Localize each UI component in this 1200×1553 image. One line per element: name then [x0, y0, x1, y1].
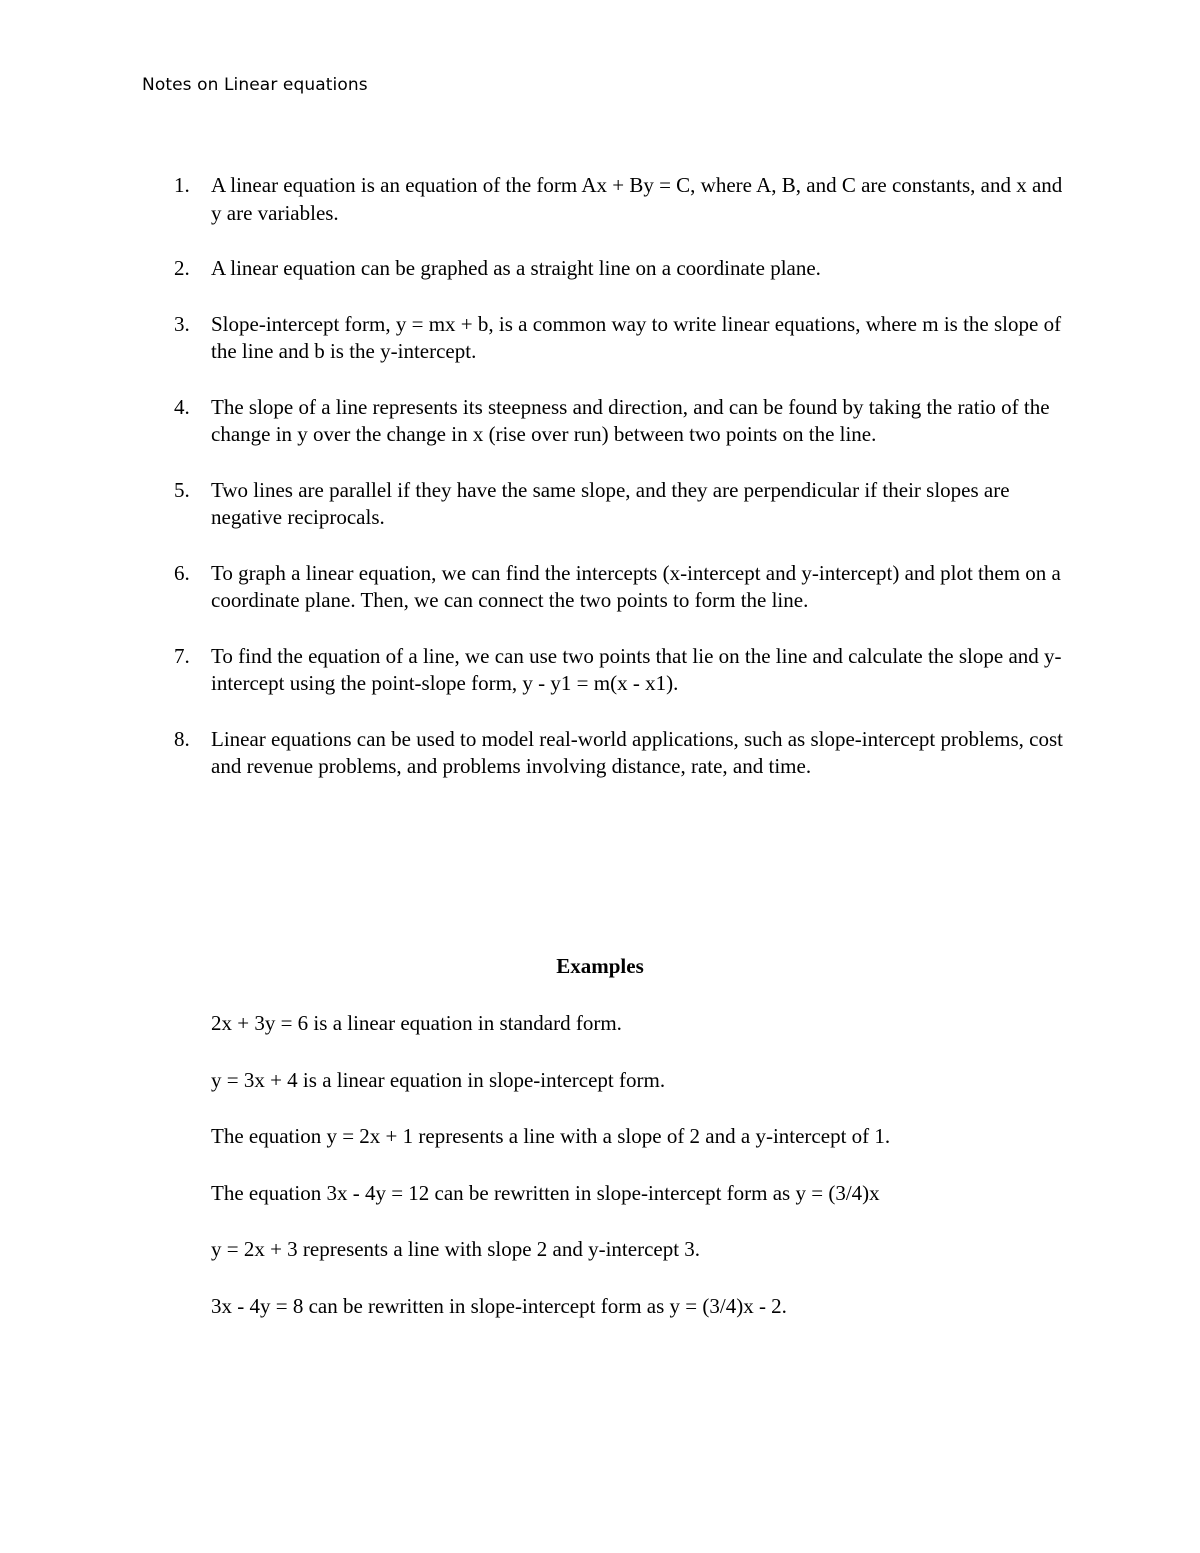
- example-line: 2x + 3y = 6 is a linear equation in standard form.: [211, 1011, 622, 1035]
- list-item: [174, 477, 1074, 532]
- list-item-text: Slope-intercept form, y = mx + b, is a common way to write linear equations, where m is the slope of the line and b is the y-intercept.: [211, 311, 1062, 363]
- list-item: [174, 726, 1074, 781]
- list-item-number: 5.: [174, 477, 190, 502]
- list-item: [174, 255, 1074, 283]
- list-item-number: 8.: [174, 726, 190, 751]
- document-header: Notes on Linear equations: [142, 75, 368, 95]
- examples-heading: Examples: [556, 954, 644, 978]
- example-line: y = 2x + 3 represents a line with slope 2 and y-intercept 3.: [211, 1237, 701, 1261]
- list-item-number: 2.: [174, 256, 190, 280]
- list-item-text: To graph a linear equation, we can find the intercepts (x-intercept and y-intercept) and plot them on a coordinate plane. Then, we can connect the two points to form the line.: [211, 560, 1061, 612]
- list-item-text: Two lines are parallel if they have the same slope, and they are perpendicular if their slopes are negative reciprocals.: [211, 477, 1010, 529]
- list-item-text: The slope of a line represents its steepness and direction, and can be found by taking the ratio of the change in y over the change in x (rise over run) between two points on the line.: [211, 394, 1050, 446]
- example-line: 3x - 4y = 8 can be rewritten in slope-intercept form as y = (3/4)x - 2.: [211, 1293, 787, 1318]
- example-line: The equation 3x - 4y = 12 can be rewritten in slope-intercept form as y = (3/4)x: [211, 1180, 880, 1205]
- list-item: [174, 394, 1074, 449]
- list-item-text: Linear equations can be used to model real-world applications, such as slope-intercept problems, cost and revenue problems, and problems involving distance, rate, and time.: [211, 726, 1063, 778]
- list-item: [174, 560, 1074, 615]
- examples-list: [211, 1009, 1111, 1348]
- list-item-number: 3.: [174, 311, 190, 336]
- list-item-number: 1.: [174, 173, 190, 197]
- list-item-number: 7.: [174, 643, 190, 668]
- list-item: [174, 172, 1074, 227]
- list-item-number: 4.: [174, 394, 190, 419]
- example-line: The equation y = 2x + 1 represents a line with a slope of 2 and a y-intercept of 1.: [211, 1124, 891, 1148]
- list-item-text: To find the equation of a line, we can use two points that lie on the line and calculate the slope and y-intercept using the point-slope form, y - y1 = m(x - x1).: [211, 643, 1062, 695]
- list-item-text: A linear equation is an equation of the form Ax + By = C, where A, B, and C are constants, and x and y are variables.: [211, 173, 1063, 225]
- example-line: y = 3x + 4 is a linear equation in slope-intercept form.: [211, 1067, 666, 1092]
- notes-list: [174, 172, 1074, 809]
- list-item-number: 6.: [174, 560, 190, 585]
- list-item: [174, 311, 1074, 366]
- list-item: [174, 643, 1074, 698]
- list-item-text: A linear equation can be graphed as a straight line on a coordinate plane.: [211, 256, 821, 280]
